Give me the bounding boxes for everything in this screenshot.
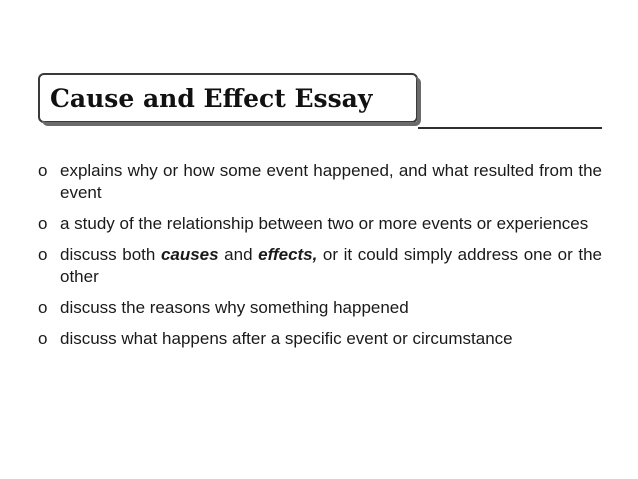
bullet-text-mid: and <box>218 245 259 264</box>
bullet-item <box>38 297 602 319</box>
bullet-item <box>38 328 602 350</box>
bullet-text <box>60 245 602 286</box>
bullet-marker-icon: o <box>38 214 48 233</box>
bullet-text: explains why or how some event happened, and what resulted from the event <box>60 161 602 202</box>
bullet-item <box>38 160 602 204</box>
bullet-text: discuss what happens after a specific event or circumstance <box>60 329 513 348</box>
title-underline-rule <box>418 127 602 129</box>
emphasis-causes: causes <box>160 245 219 264</box>
bullet-text: a study of the relationship between two or more events or experiences <box>60 214 589 233</box>
title-box <box>38 73 418 123</box>
bullet-marker-icon: o <box>38 298 48 317</box>
slide-title: Cause and Effect Essay <box>50 84 373 113</box>
bullet-text-after: or it could simply address one or the other <box>60 245 602 286</box>
bullet-item <box>38 244 602 288</box>
bullet-text: discuss the reasons why something happened <box>60 298 409 317</box>
bullet-text-before: discuss both <box>60 245 161 264</box>
emphasis-effects: effects, <box>258 245 318 264</box>
bullet-marker-icon: o <box>38 329 48 348</box>
bullet-list <box>38 160 602 359</box>
bullet-marker-icon: o <box>38 161 48 180</box>
bullet-item <box>38 213 602 235</box>
bullet-marker-icon: o <box>38 245 48 264</box>
